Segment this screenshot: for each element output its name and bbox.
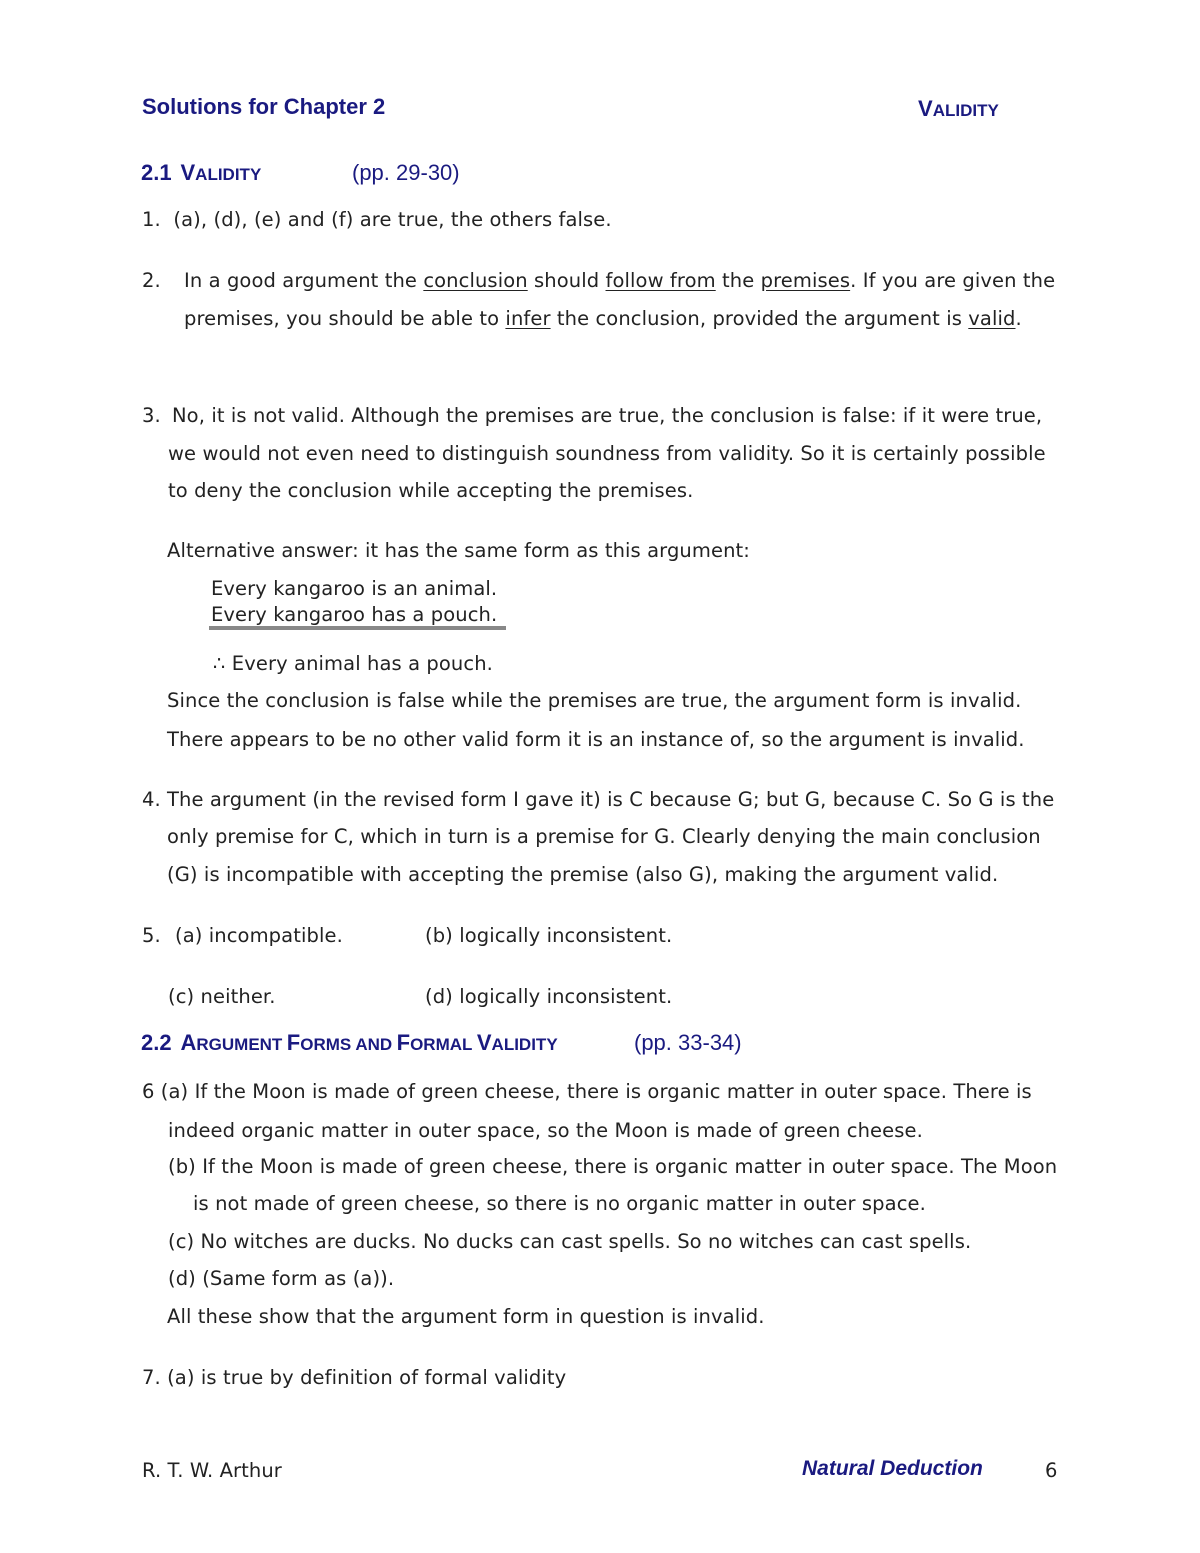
answer-5a: (a) incompatible. [175, 924, 343, 947]
underlined-term-conclusion: conclusion [423, 269, 528, 292]
answer-2-line-2 [184, 305, 1022, 333]
section-2-1-pages: (pp. 29-30) [352, 160, 460, 185]
answer-2-line-1 [184, 267, 1055, 295]
underlined-term-premises: premises [760, 269, 851, 292]
page-header-title: Solutions for Chapter 2 [142, 94, 386, 119]
answer-6c: (c) No witches are ducks. No ducks can cast spells. So no witches can cast spells. [168, 1230, 972, 1253]
answer-5d: (d) logically inconsistent. [425, 985, 673, 1008]
section-2-2-title-initial: F [286, 1030, 301, 1055]
answer-3-line-2: we would not even need to distinguish soundness from validity. So it is certainly possible [168, 442, 1046, 465]
section-2-2-title-initial: V [476, 1030, 492, 1055]
section-2-2-title-initial: F [396, 1030, 411, 1055]
section-2-2-title-initial: A [180, 1030, 197, 1055]
example-premise-2: Every kangaroo has a pouch. [211, 603, 498, 626]
underlined-term-infer: infer [505, 307, 551, 330]
answer-6d: (d) (Same form as (a)). [168, 1267, 395, 1290]
answer-4-number: 4. [142, 788, 161, 811]
answer-6b-line-1: (b) If the Moon is made of green cheese, there is organic matter in outer space. The Moon [168, 1155, 1058, 1178]
section-2-2-title-rest: ORMS AND [300, 1035, 393, 1054]
header-section-initial: V [918, 96, 933, 121]
answer-3-line-4: Since the conclusion is false while the premises are true, the argument form is invalid. [167, 689, 1022, 712]
answer-3-line-1: No, it is not valid. Although the premises are true, the conclusion is false: if it were true, [172, 404, 1043, 427]
answer-7: 7. (a) is true by definition of formal validity [142, 1366, 567, 1389]
section-2-2-title-rest: ALIDITY [491, 1035, 558, 1054]
underlined-term-valid: valid [968, 307, 1016, 330]
answer-6a-line-1: 6 (a) If the Moon is made of green cheese, there is organic matter in outer space. There is [142, 1080, 1032, 1103]
answer-4-line-2: only premise for C, which in turn is a premise for G. Clearly denying the main conclusion [167, 825, 1041, 848]
answer-4-line-3: (G) is incompatible with accepting the premise (also G), making the argument valid. [167, 863, 999, 886]
section-2-2-title-rest: ORMAL [410, 1035, 473, 1054]
answer-5c: (c) neither. [168, 985, 276, 1008]
page-header-section [918, 96, 999, 122]
footer-page-number: 6 [1045, 1459, 1058, 1482]
answer-3-number: 3. [142, 404, 161, 427]
answer-3-line-3: to deny the conclusion while accepting the premises. [168, 479, 694, 502]
answer-2-text: premises, you should be able to [184, 307, 506, 330]
answer-5-number: 5. [142, 924, 161, 947]
example-conclusion: ∴ Every animal has a pouch. [213, 652, 493, 675]
section-2-2-number: 2.2 [141, 1030, 172, 1055]
answer-1-text: (a), (d), (e) and (f) are true, the others false. [173, 208, 612, 231]
section-2-2-heading [141, 1030, 558, 1056]
footer-author: R. T. W. Arthur [142, 1459, 282, 1482]
underlined-term-follow-from: follow from [605, 269, 716, 292]
answer-2-text: should [527, 269, 606, 292]
answer-6a-line-2: indeed organic matter in outer space, so the Moon is made of green cheese. [168, 1119, 923, 1142]
inference-rule-line [209, 626, 506, 630]
answer-6-summary: All these show that the argument form in question is invalid. [167, 1305, 765, 1328]
answer-2-text: the [715, 269, 761, 292]
answer-5b: (b) logically inconsistent. [425, 924, 673, 947]
section-2-1-heading [141, 160, 261, 186]
answer-1-number: 1. [142, 208, 161, 231]
answer-2-text: the conclusion, provided the argument is [550, 307, 969, 330]
section-2-1-title-rest: ALIDITY [195, 165, 262, 184]
section-2-1-title-initial: V [180, 160, 196, 185]
answer-4-line-1: The argument (in the revised form I gave it) is C because G; but G, because C. So G is the [167, 788, 1055, 811]
answer-3-alternative: Alternative answer: it has the same form as this argument: [167, 539, 750, 562]
answer-6b-line-2: is not made of green cheese, so there is no organic matter in outer space. [193, 1192, 926, 1215]
answer-2-text: . If you are given the [850, 269, 1056, 292]
header-section-rest: ALIDITY [932, 101, 999, 120]
section-2-2-title-rest: RGUMENT [196, 1035, 283, 1054]
section-2-1-number: 2.1 [141, 160, 172, 185]
answer-2-text: . [1015, 307, 1022, 330]
answer-1 [142, 206, 612, 234]
example-premise-1: Every kangaroo is an animal. [211, 577, 498, 600]
answer-3-line-5: There appears to be no other valid form it is an instance of, so the argument is invalid. [167, 728, 1025, 751]
answer-2-number: 2. [142, 269, 161, 292]
section-2-2-pages: (pp. 33-34) [634, 1030, 742, 1055]
footer-book-title: Natural Deduction [802, 1457, 983, 1480]
answer-2-text: In a good argument the [184, 269, 424, 292]
